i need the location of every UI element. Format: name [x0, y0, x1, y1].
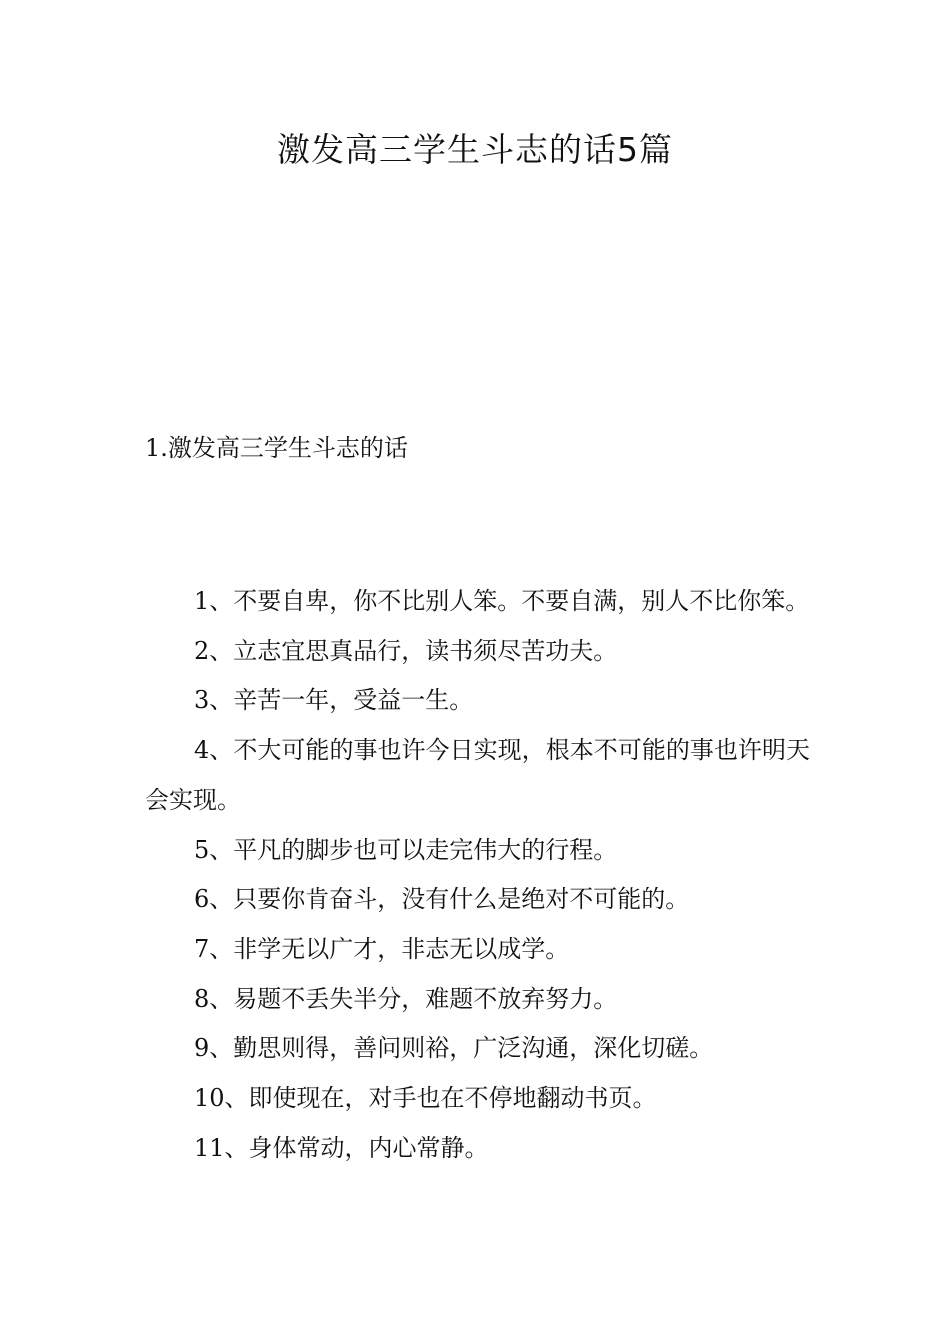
quote-list [145, 577, 810, 1173]
quote-item: 2、立志宜思真品行，读书须尽苦功夫。 [194, 636, 618, 665]
quote-item: 1、不要自卑，你不比别人笨。不要自满，别人不比你笨。 [194, 587, 810, 615]
section-heading: 1.激发高三学生斗志的话 [145, 434, 408, 462]
quote-item: 8、易题不丢失半分，难题不放弃努力。 [194, 984, 618, 1013]
quote-item: 7、非学无以广才，非志无以成学。 [194, 934, 570, 963]
quote-item: 4、不大可能的事也许今日实现，根本不可能的事也许明天会实现。 [145, 736, 810, 814]
quote-item: 3、辛苦一年，受益一生。 [194, 686, 474, 715]
quote-item: 5、平凡的脚步也可以走完伟大的行程。 [194, 835, 618, 864]
quote-item: 10、即使现在，对手也在不停地翻动书页。 [194, 1084, 657, 1113]
quote-item: 6、只要你肯奋斗，没有什么是绝对不可能的。 [194, 885, 690, 914]
quote-item: 9、勤思则得，善问则裕，广泛沟通，深化切磋。 [194, 1034, 714, 1063]
document-title: 激发高三学生斗志的话5篇 [277, 130, 673, 169]
quote-item: 11、身体常动，内心常静。 [194, 1133, 489, 1162]
